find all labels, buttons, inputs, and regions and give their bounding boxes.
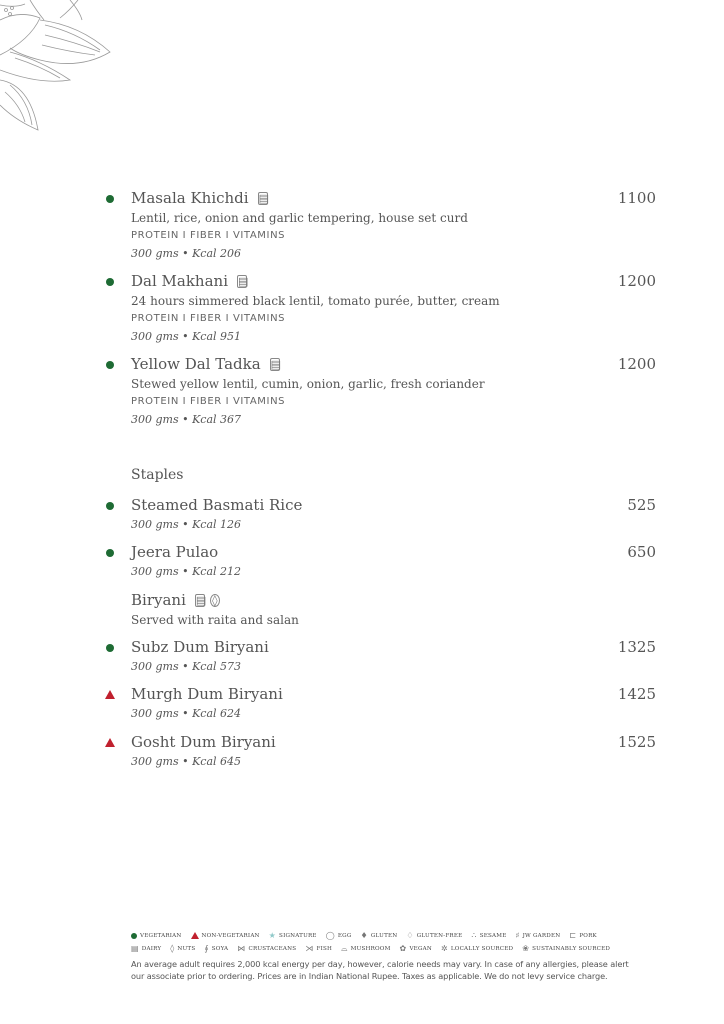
menu-item <box>100 685 660 723</box>
sustainably-sourced-icon: ❀ <box>522 944 530 953</box>
gluten-icon: ♦ <box>360 931 368 940</box>
item-price: 525 <box>627 496 656 514</box>
vegetarian-icon <box>106 278 114 286</box>
non-vegetarian-icon <box>191 932 199 939</box>
legend-label: VEGAN <box>409 945 432 952</box>
menu-item <box>100 272 660 346</box>
item-price: 1200 <box>617 272 656 290</box>
item-weight: 300 gms • Kcal 367 <box>131 413 242 426</box>
vegetarian-icon <box>106 361 114 369</box>
legend-label: CRUSTACEANS <box>248 945 297 952</box>
legend-label: PORK <box>579 932 597 939</box>
item-description: 24 hours simmered black lentil, tomato purée, butter, cream <box>131 294 500 308</box>
item-name: Subz Dum Biryani <box>131 638 269 656</box>
sesame-icon: ∴ <box>471 931 477 940</box>
legend-label: GLUTEN <box>370 932 398 939</box>
item-price: 1100 <box>617 189 656 207</box>
vegetarian-icon <box>106 644 114 652</box>
nuts-icon: ◊ <box>170 944 175 953</box>
vegan-icon: ✿ <box>399 944 407 953</box>
item-description: Lentil, rice, onion and garlic tempering, house set curd <box>131 211 468 225</box>
legend-label: NUTS <box>177 945 196 952</box>
section-title: Staples <box>131 467 184 483</box>
dairy-icon: ▤ <box>258 192 269 205</box>
signature-star-icon: ★ <box>268 931 277 940</box>
item-weight: 300 gms • Kcal 573 <box>131 660 242 673</box>
item-nutrients: PROTEIN I FIBER I VITAMINS <box>131 313 286 324</box>
fish-icon: ⋊ <box>305 944 314 953</box>
legend-label: VEGETARIAN <box>140 932 182 939</box>
item-name: Jeera Pulao <box>131 543 219 561</box>
item-description: Stewed yellow lentil, cumin, onion, garlic, fresh coriander <box>131 377 485 391</box>
legend-label: DAIRY <box>141 945 162 952</box>
item-name: Masala Khichdi <box>131 189 249 207</box>
dairy-icon: ▤ <box>238 275 249 288</box>
menu-item <box>100 496 660 534</box>
legend-label: SESAME <box>479 932 507 939</box>
item-name: Biryani <box>131 591 186 609</box>
item-nutrients: PROTEIN I FIBER I VITAMINS <box>131 230 286 241</box>
pork-icon: ⊏ <box>569 931 577 940</box>
item-weight: 300 gms • Kcal 212 <box>131 565 242 578</box>
gluten-free-icon: ♢ <box>406 931 414 940</box>
legend-label: NON-VEGETARIAN <box>201 932 260 939</box>
item-price: 1325 <box>617 638 656 656</box>
item-nutrients: PROTEIN I FIBER I VITAMINS <box>131 396 286 407</box>
dairy-icon: ▤ <box>270 358 282 371</box>
legend <box>131 929 631 982</box>
item-price: 1425 <box>617 685 656 703</box>
legend-label: FISH <box>316 945 333 952</box>
legend-label: GLUTEN-FREE <box>416 932 463 939</box>
item-price: 1525 <box>617 733 656 751</box>
vegetarian-icon <box>106 549 114 557</box>
item-name: Yellow Dal Tadka <box>131 355 261 373</box>
menu-item-group <box>100 591 660 629</box>
non-vegetarian-icon <box>105 690 115 699</box>
menu-item <box>100 638 660 676</box>
menu-item <box>100 355 660 429</box>
item-weight: 300 gms • Kcal 126 <box>131 518 242 531</box>
legend-label: MUSHROOM <box>350 945 391 952</box>
legend-label: JW GARDEN <box>522 932 561 939</box>
locally-sourced-icon: ✲ <box>440 944 448 953</box>
soya-icon: ∮ <box>204 944 209 953</box>
legend-label: SIGNATURE <box>279 932 317 939</box>
item-weight: 300 gms • Kcal 206 <box>131 247 242 260</box>
disclaimer-note: An average adult requires 2,000 kcal energy per day, however, calorie needs may vary. In case of any allergies, please alert our associate prior to ordering. Prices are in Indian National Rupee. Taxes as applicable. We do not levy service charge. <box>131 959 629 981</box>
nuts-icon: ◊ <box>210 594 220 607</box>
vegetarian-icon <box>106 502 114 510</box>
lotus-illustration <box>0 0 120 140</box>
item-description: Served with raita and salan <box>131 613 299 627</box>
legend-label: LOCALLY SOURCED <box>450 945 514 952</box>
crustaceans-icon: ⋈ <box>237 944 246 953</box>
mushroom-icon: ⌓ <box>341 943 348 953</box>
item-weight: 300 gms • Kcal 645 <box>131 755 242 768</box>
vegetarian-icon <box>106 195 114 203</box>
dairy-icon: ▤ <box>131 944 139 953</box>
menu-item <box>100 189 660 263</box>
item-name: Dal Makhani <box>131 272 228 290</box>
item-weight: 300 gms • Kcal 951 <box>131 330 242 343</box>
vegetarian-icon <box>131 933 137 939</box>
item-price: 1200 <box>617 355 656 373</box>
item-name: Murgh Dum Biryani <box>131 685 283 703</box>
item-price: 650 <box>627 543 656 561</box>
item-name: Steamed Basmati Rice <box>131 496 303 514</box>
legend-label: SOYA <box>211 945 229 952</box>
egg-icon: ◯ <box>325 931 335 940</box>
item-name: Gosht Dum Biryani <box>131 733 276 751</box>
legend-label: SUSTAINABLY SOURCED <box>532 945 611 952</box>
non-vegetarian-icon <box>105 738 115 747</box>
jw-garden-icon: ♯ <box>515 931 520 940</box>
legend-label: EGG <box>337 932 352 939</box>
menu-item <box>100 733 660 771</box>
item-weight: 300 gms • Kcal 624 <box>131 707 242 720</box>
dairy-icon: ▤ <box>195 594 207 607</box>
menu-item <box>100 543 660 581</box>
